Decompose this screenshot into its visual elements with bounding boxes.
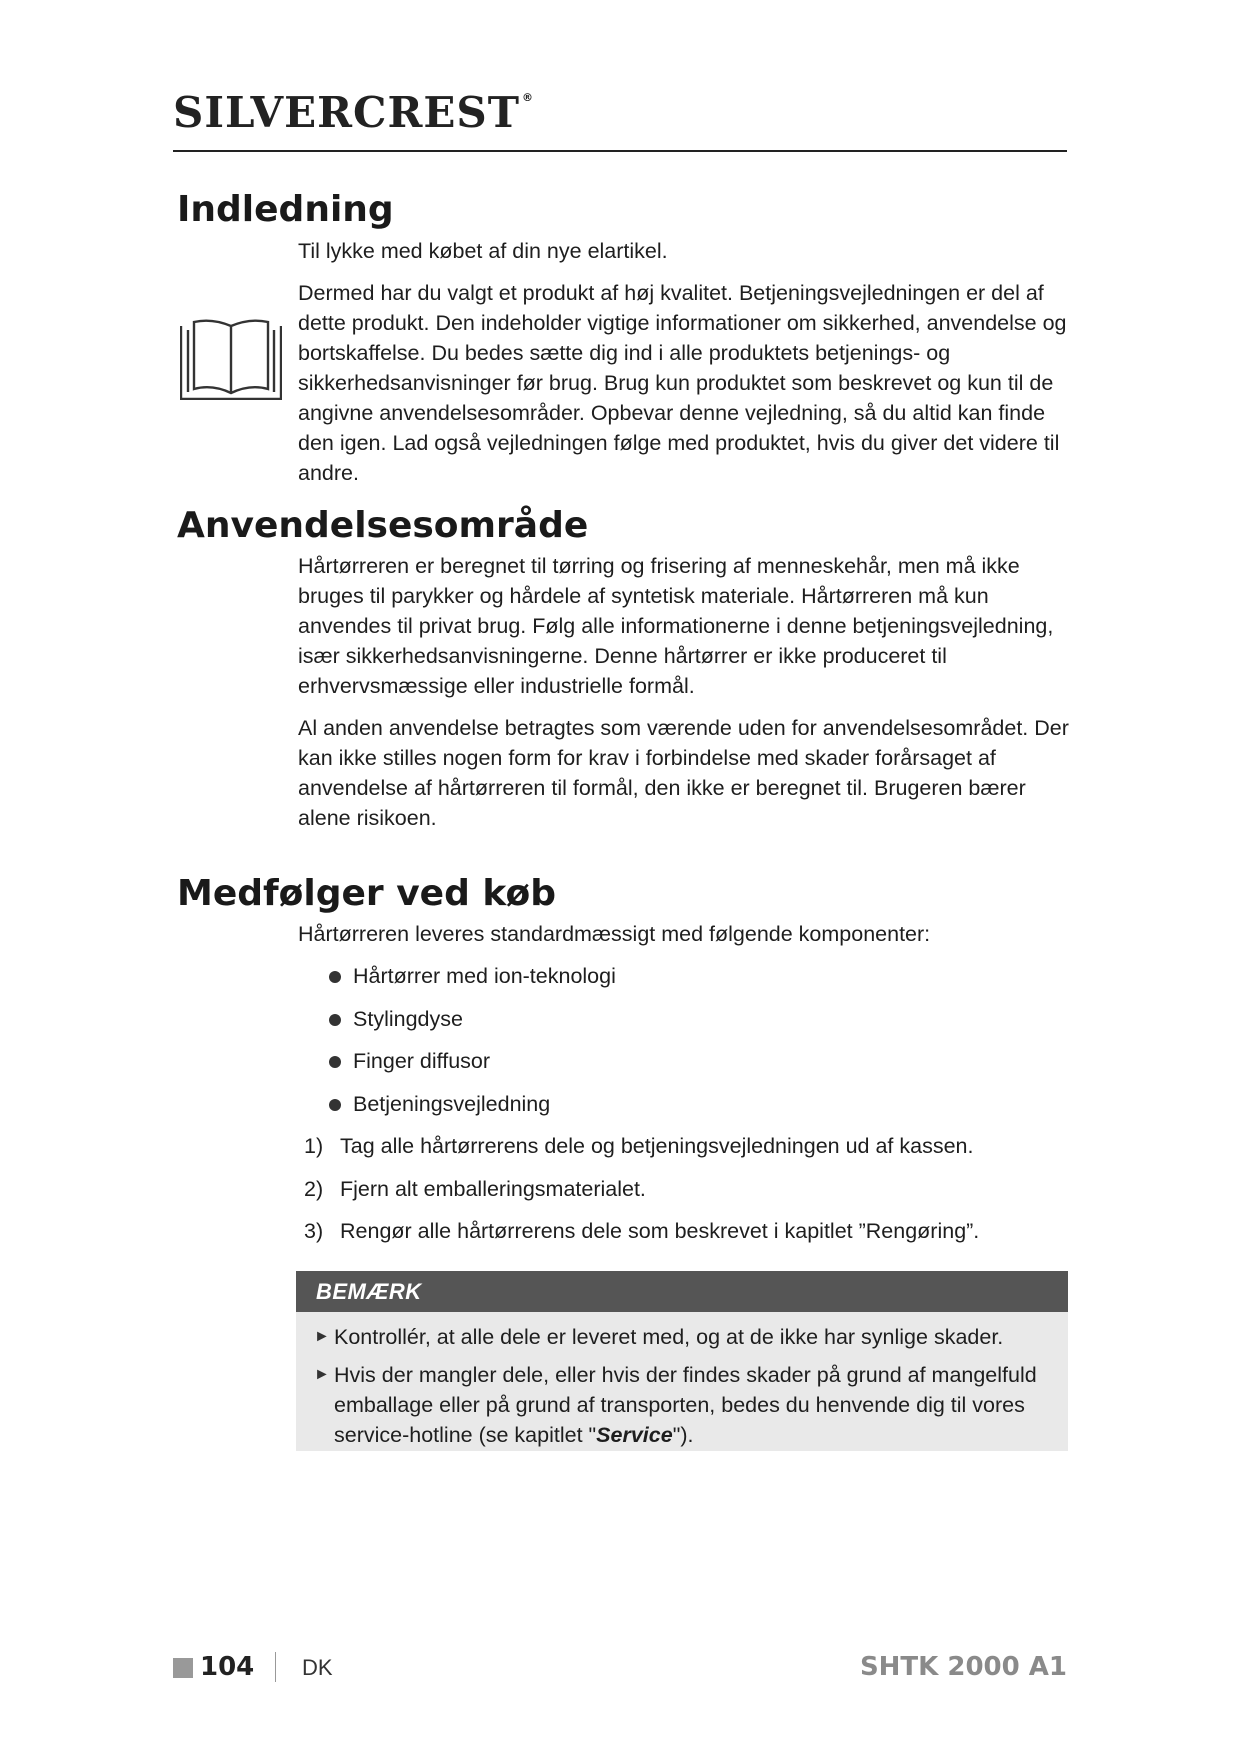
intended-use-body <box>298 551 1073 845</box>
list-item: Betjeningsvejledning <box>329 1089 1029 1132</box>
intended-use-paragraph-2: Al anden anvendelse betragtes som værende uden for anvendelsesområdet. Der kan ikke stilles nogen form for krav i forbindelse med skader forårsaget af anvendelse af hårtørreren til formål, den ikke er beregnet til. Brugeren bærer alene risikoen. <box>298 716 1069 830</box>
registered-mark: ® <box>521 91 534 104</box>
book-icon <box>180 316 282 400</box>
step-number: 3) <box>304 1219 324 1243</box>
page-number: 104 <box>200 1652 255 1682</box>
step-item <box>304 1174 1064 1217</box>
note-box <box>296 1271 1068 1451</box>
note-heading: BEMÆRK <box>296 1271 1068 1312</box>
intended-use-paragraph-1: Hårtørreren er beregnet til tørring og frisering af menneskehår, men må ikke bruges til parykker og hårdele af syntetisk materiale. Hårtørreren må kun anvendes til privat brug. Følg alle informationerne i denne betjeningsvejledning, især sikkerhedsanvisningerne. Denne hårtørrer er ikke produceret til erhvervsmæssige eller industrielle formål. <box>298 554 1054 698</box>
step-number: 2) <box>304 1176 324 1201</box>
list-item: Hårtørrer med ion-teknologi <box>329 961 1029 1004</box>
header-divider <box>173 150 1067 152</box>
section-title-intended-use: Anvendelsesområde <box>177 505 589 546</box>
step-item <box>304 1131 1064 1174</box>
step-text: Fjern alt emballeringsmaterialet. <box>340 1176 646 1201</box>
language-code: DK <box>302 1655 333 1680</box>
bullet-icon <box>329 971 341 983</box>
note-item: ► Kontrollér, at alle dele er leveret med, og at de ikke har synlige skader. <box>334 1322 1060 1352</box>
introduction-body <box>298 236 1073 500</box>
footer-divider <box>275 1652 276 1682</box>
bullet-icon <box>329 1056 341 1068</box>
note-body <box>296 1312 1068 1450</box>
brand-logo <box>173 88 534 137</box>
arrow-right-icon: ► <box>314 1366 330 1383</box>
introduction-lead: Til lykke med købet af din nye elartikel. <box>298 239 668 263</box>
unpacking-steps <box>304 1131 1064 1259</box>
list-item: Finger diffusor <box>329 1046 1029 1089</box>
step-text: Rengør alle hårtørrerens dele som beskrevet i kapitlet ”Rengøring”. <box>340 1219 980 1243</box>
arrow-right-icon: ► <box>314 1328 330 1345</box>
step-text: Tag alle hårtørrerens dele og betjeningsvejledningen ud af kassen. <box>340 1134 974 1158</box>
list-item: Stylingdyse <box>329 1004 1029 1047</box>
package-contents-list <box>329 961 1029 1131</box>
package-contents-lead-wrap <box>298 919 1073 961</box>
page-marker-icon <box>173 1658 193 1678</box>
note-item: ► Hvis der mangler dele, eller hvis der findes skader på grund af mangelfuld emballage eller på grund af transporten, bedes du henvende dig til vores service-hotline (se kapitlet "Service"). <box>334 1360 1060 1450</box>
package-contents-lead: Hårtørreren leveres standardmæssigt med følgende komponenter: <box>298 922 931 946</box>
introduction-paragraph: Dermed har du valgt et produkt af høj kvalitet. Betjeningsvejledningen er del af dette produkt. Den indeholder vigtige informationer om sikkerhed, anvendelse og bortskaffelse. Du bedes sætte dig ind i alle produktets betjenings- og sikkerhedsanvisninger før brug. Brug kun produktet som beskrevet og kun til de angivne anvendelsesområder. Opbevar denne vejledning, så du altid kan finde den igen. Lad også vejledningen følge med produktet, hvis du giver det videre til andre. <box>298 281 1067 485</box>
step-item <box>304 1216 1064 1259</box>
service-chapter-reference: Service <box>596 1423 673 1447</box>
model-number: SHTK 2000 A1 <box>859 1652 1067 1682</box>
brand-name: SILVERCREST <box>173 88 520 137</box>
section-title-package-contents: Medfølger ved køb <box>177 873 557 914</box>
bullet-icon <box>329 1014 341 1026</box>
step-number: 1) <box>304 1134 324 1158</box>
bullet-icon <box>329 1099 341 1111</box>
section-title-introduction: Indledning <box>177 189 394 230</box>
